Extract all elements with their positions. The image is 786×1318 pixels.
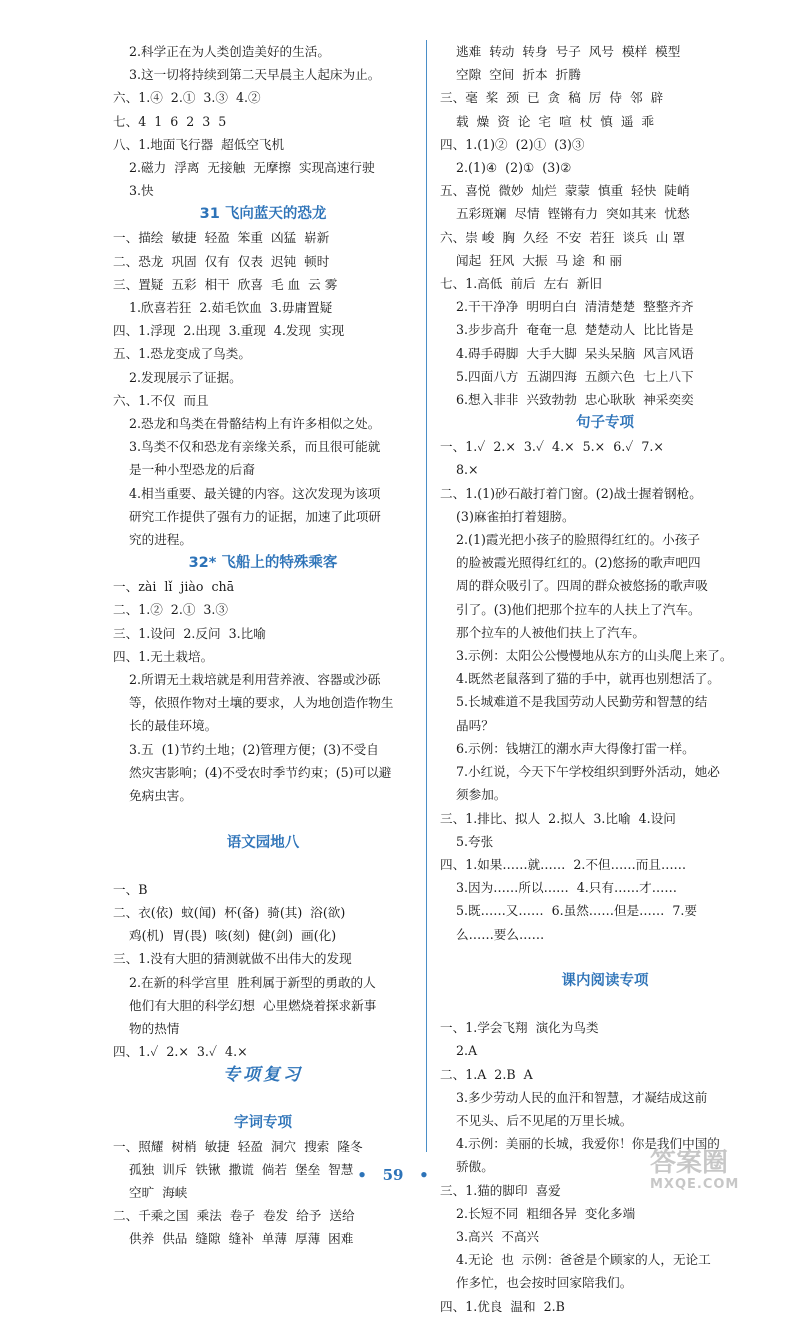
answer-line: 孤独 训斥 铁锹 撒谎 倘若 堡垒 智慧 (113, 1161, 354, 1177)
blank-line (440, 946, 770, 969)
answer-line: 2.长短不同 粗细各异 变化多端 (440, 1205, 636, 1221)
answer-line: 三、1.猫的脚印 喜爱 (440, 1182, 561, 1198)
answer-line: 究的进程。 (113, 532, 192, 548)
answer-line: 五彩斑斓 尽情 铿锵有力 突如其来 忧愁 (440, 206, 690, 222)
answer-line: 周的群众吸引了。四周的群众被悠扬的歌声吸 (440, 578, 708, 594)
answer-line: 6.想入非非 兴致勃勃 忠心耿耿 神采奕奕 (440, 392, 694, 408)
answer-line: 5.既……又…… 6.虽然……但是…… 7.要 (440, 903, 697, 919)
answer-line: 物的热情 (113, 1020, 180, 1036)
answer-line: 四、1.优良 温和 2.B (440, 1298, 565, 1314)
answer-line: 免病虫害。 (113, 788, 192, 804)
answer-line: 二、1.A 2.B A (440, 1066, 533, 1082)
answer-line: 骄傲。 (440, 1159, 494, 1175)
answer-line: 一、照耀 树梢 敏捷 轻盈 洞穴 搜索 隆冬 (113, 1138, 363, 1154)
answer-line: 二、恐龙 巩固 仅有 仅表 迟钝 顿时 (113, 253, 330, 269)
answer-line: 5.四面八方 五湖四海 五颜六色 七上八下 (440, 368, 694, 384)
section-heading: 32* 飞船上的特殊乘客 (188, 555, 338, 572)
watermark-sub-text: MXQE.COM (650, 1177, 740, 1192)
answer-line: 三、毫 桨 颈 已 贪 稿 厉 侍 邻 辟 (440, 90, 664, 106)
section-heading: 句子专项 (576, 415, 634, 432)
answer-line: 3.高兴 不高兴 (440, 1228, 540, 1244)
answer-line: 四、1.✓ 2.× 3.✓ 4.× (113, 1044, 248, 1060)
answer-line: 2.(1)④ (2)① (3)② (440, 160, 572, 176)
answer-line: 5.长城难道不是我国劳动人民勤劳和智慧的结 (440, 694, 708, 710)
column-divider (426, 40, 427, 1152)
answer-line: 四、1.(1)② (2)① (3)③ (440, 136, 585, 152)
answer-line: 3.多少劳动人民的血汗和智慧，才凝结成这前 (440, 1089, 708, 1105)
answer-line: 六、1.不仅 而且 (113, 392, 209, 408)
answer-line: 引了。(3)他们把那个拉车的人扶上了汽车。 (440, 601, 701, 617)
answer-line: 八、1.地面飞行器 超低空飞机 (113, 136, 285, 152)
answer-line: 三、置疑 五彩 相干 欣喜 毛 血 云 雾 (113, 276, 338, 292)
answer-line: 8.× (440, 462, 479, 478)
answer-line: 2.(1)霞光把小孩子的脸照得红红的。小孩子 (440, 532, 700, 548)
answer-line: 2.所谓无土栽培就是利用营养液、容器或沙砾 (113, 672, 381, 688)
answer-line: 2.磁力 浮离 无接触 无摩擦 实现高速行驶 (113, 160, 375, 176)
answer-line: 然灾害影响；(4)不受农时季节约束；(5)可以避 (113, 764, 392, 780)
blank-line (113, 855, 413, 878)
answer-line: 四、1.浮现 2.出现 3.重现 4.发现 实现 (113, 323, 345, 339)
answer-line: 四、1.无土栽培。 (113, 648, 214, 664)
answer-line: 3.鸟类不仅和恐龙有亲缘关系，而且很可能就 (113, 439, 381, 455)
answer-line: 七、4 1 6 2 3 5 (113, 113, 227, 129)
section-heading: 课内阅读专项 (561, 972, 649, 989)
answer-line: 3.因为……所以…… 4.只有……才…… (440, 880, 677, 896)
answer-line: 不见头、后不见尾的万里长城。 (440, 1112, 633, 1128)
answer-line: 一、zài lǐ jiào chā (113, 579, 235, 595)
answer-line: 4.示例：美丽的长城，我爱你！你是我们中国的 (440, 1136, 720, 1152)
answer-line: 晶吗？ (440, 717, 494, 733)
answer-line: 须参加。 (440, 787, 507, 803)
blank-line (440, 993, 770, 1016)
answer-line: 六、1.④ 2.① 3.③ 4.② (113, 90, 261, 106)
answer-line: 七、1.高低 前后 左右 新旧 (440, 276, 602, 292)
answer-line: 2.科学正在为人类创造美好的生活。 (113, 44, 330, 59)
answer-line: 四、1.如果……就…… 2.不但……而且…… (440, 856, 687, 872)
answer-line: 研究工作提供了强有力的证据，加速了此项研 (113, 508, 381, 524)
answer-line: 三、1.排比、拟人 2.拟人 3.比喻 4.设问 (440, 810, 676, 826)
page-number: • 59 • (357, 1166, 429, 1184)
answer-line: 是一种小型恐龙的后裔 (113, 462, 255, 478)
answer-line: 空隙 空间 折本 折腾 (440, 67, 581, 83)
watermark-logo (650, 1148, 780, 1196)
answer-line: 载 燥 资 论 宅 喧 杖 慎 遥 乖 (440, 113, 655, 129)
answer-line: 3.步步高升 奄奄一息 楚楚动人 比比皆是 (440, 322, 694, 338)
answer-line: 4.相当重要、最关键的内容。这次发现为该项 (113, 485, 381, 501)
answer-line: 一、B (113, 881, 148, 897)
answer-line: 鸡(机) 胃(畏) 咳(刻) 健(剑) 画(化) (113, 928, 337, 944)
answer-line: 3.这一切将持续到第二天早晨主人起床为止。 (113, 67, 381, 83)
answer-line: 二、千乘之国 乘法 卷子 卷发 给予 送给 (113, 1208, 355, 1224)
answer-line: 三、1.没有大胆的猜测就做不出伟大的发现 (113, 951, 352, 967)
answer-line: 二、1.(1)砂石敲打着门窗。(2)战士握着钢枪。 (440, 485, 702, 501)
answer-line: 供养 供品 缝隙 缝补 单薄 厚薄 困难 (113, 1231, 354, 1247)
answer-line: 二、衣(依) 蚊(闻) 杯(备) 骑(其) 浴(欲) (113, 904, 346, 920)
answer-line: 2.A (440, 1043, 478, 1059)
answer-line: 三、1.设问 2.反问 3.比喻 (113, 625, 266, 641)
watermark-main-text: 答案圈 (650, 1148, 729, 1178)
blank-line (113, 807, 413, 830)
section-heading: 字词专项 (234, 1114, 292, 1131)
answer-line: 空旷 海峡 (113, 1184, 188, 1200)
answer-line: 闻起 狂风 大振 马 途 和 丽 (440, 252, 622, 268)
blank-line (113, 1087, 413, 1110)
answer-line: 五、1.恐龙变成了鸟类。 (113, 346, 251, 362)
answer-line: 五、喜悦 微妙 灿烂 蒙蒙 慎重 轻快 陡峭 (440, 183, 690, 199)
left-column (113, 40, 413, 1251)
answer-line: 7.小红说，今天下午学校组织到野外活动，她必 (440, 764, 720, 780)
answer-line: 二、1.② 2.① 3.③ (113, 602, 229, 618)
answer-line: 一、1.学会飞翔 演化为鸟类 (440, 1020, 599, 1036)
answer-line: 一、描绘 敏捷 轻盈 笨重 凶猛 崭新 (113, 230, 330, 246)
answer-line: 3.五 (1)节约土地；(2)管理方便；(3)不受自 (113, 741, 379, 757)
answer-line: 长的最佳环境。 (113, 718, 218, 734)
section-heading: 语文园地八 (226, 834, 300, 851)
answer-line: 等，依照作物对土壤的要求，人为地创造作物生 (113, 695, 394, 711)
answer-line: 那个拉车的人被他们扶上了汽车。 (440, 624, 645, 640)
right-column (440, 40, 770, 1318)
answer-line: 的脸被霞光照得红红的。(2)悠扬的歌声吧四 (440, 555, 701, 571)
section-heading: 31 飞向蓝天的恐龙 (199, 206, 327, 223)
answer-line: 逃难 转动 转身 号子 风号 模样 模型 (440, 44, 681, 59)
answer-line: 3.快 (113, 183, 154, 199)
answer-line: 2.干干净净 明明白白 清清楚楚 整整齐齐 (440, 299, 694, 315)
answer-line: 2.恐龙和鸟类在骨骼结构上有许多相似之处。 (113, 416, 381, 432)
answer-line: 2.在新的科学宫里 胜利属于新型的勇敢的人 (113, 974, 376, 990)
answer-line: 4.既然老鼠落到了猫的手中，就再也别想活了。 (440, 671, 720, 687)
answer-line: 6.示例：钱塘江的潮水声大得像打雷一样。 (440, 740, 695, 756)
answer-line: 他们有大胆的科学幻想 心里燃烧着探求新事 (113, 997, 377, 1013)
answer-line: 3.示例：太阳公公慢慢地从东方的山头爬上来了。 (440, 648, 733, 664)
answer-line: 5.夸张 (440, 833, 494, 849)
answer-line: 2.发现展示了证据。 (113, 369, 242, 385)
answer-line: (3)麻雀拍打着翅膀。 (440, 508, 575, 524)
page-number-value: 59 (382, 1166, 404, 1184)
answer-line: 1.欣喜若狂 2.茹毛饮血 3.毋庸置疑 (113, 300, 333, 316)
answer-line: 作多忙，也会按时回家陪我们。 (440, 1275, 633, 1291)
section-heading: 专项复习 (223, 1065, 303, 1086)
answer-line: 六、崇 峻 胸 久经 不安 若狂 谈兵 山 罩 (440, 229, 685, 245)
answer-line: 么……要么…… (440, 926, 545, 942)
answer-line: 4.无论 也 示例：爸爸是个顾家的人，无论工 (440, 1252, 711, 1268)
answer-line: 一、1.✓ 2.× 3.✓ 4.× 5.× 6.✓ 7.× (440, 439, 664, 455)
answer-line: 4.碍手碍脚 大手大脚 呆头呆脑 风言风语 (440, 345, 694, 361)
